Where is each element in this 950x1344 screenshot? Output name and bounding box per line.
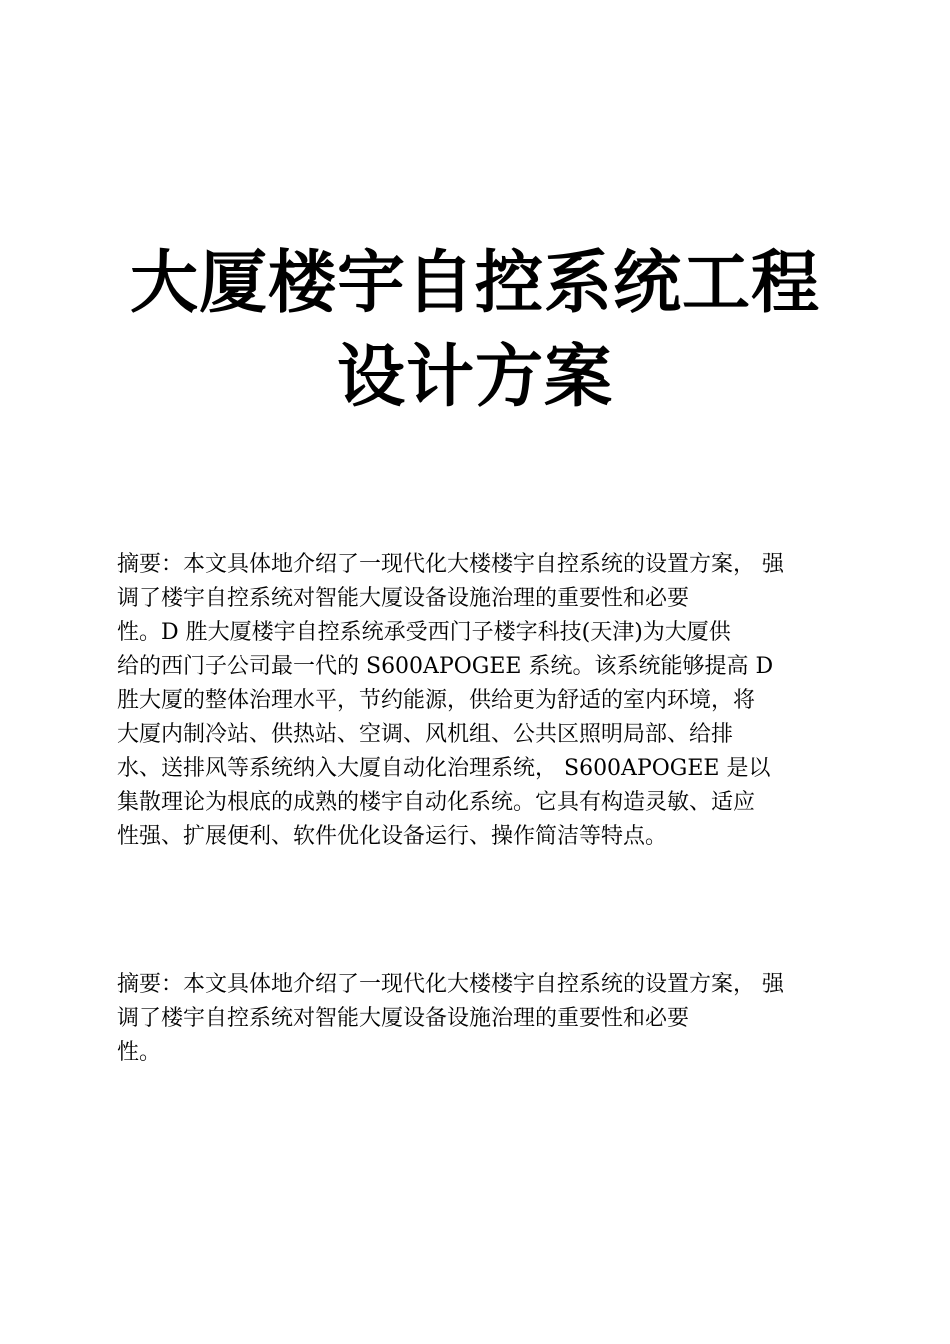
paragraph-line: 性。 [117,1040,162,1065]
paragraph-line: 胜大厦的整体治理水平，节约能源，供给更为舒适的室内环境，将 [117,688,756,713]
paragraph-line: 调了楼宇自控系统对智能大厦设备设施治理的重要性和必要 [117,586,690,611]
paragraph-line: 大厦内制冷站、供热站、空调、风机组、公共区照明局部、给排 [117,722,734,747]
paragraph-line: 性强、扩展便利、软件优化设备运行、操作简洁等特点。 [117,824,668,849]
abstract-paragraph-2 [117,968,837,1070]
paragraph-line: 调了楼宇自控系统对智能大厦设备设施治理的重要性和必要 [117,1006,690,1031]
abstract-paragraph-1 [117,548,837,854]
paragraph-line: 性。D 胜大厦楼宇自控系统承受西门子楼字科技(天津)为大厦供 [117,620,731,645]
paragraph-line: 水、送排风等系统纳入大厦自动化治理系统， S600APOGEE 是以 [117,756,771,781]
document-title-line-1: 大厦楼宇自控系统工程 [129,244,820,323]
paragraph-line: 给的西门子公司最一代的 S600APOGEE 系统。该系统能够提高 D [117,654,774,679]
paragraph-line: 摘要：本文具体地介绍了一现代化大楼楼宇自控系统的设置方案， 强 [117,972,784,997]
paragraph-line: 摘要：本文具体地介绍了一现代化大楼楼宇自控系统的设置方案， 强 [117,552,784,577]
document-title-line-2: 设计方案 [336,338,613,417]
paragraph-line: 集散理论为根底的成熟的楼宇自动化系统。它具有构造灵敏、适应 [117,790,756,815]
